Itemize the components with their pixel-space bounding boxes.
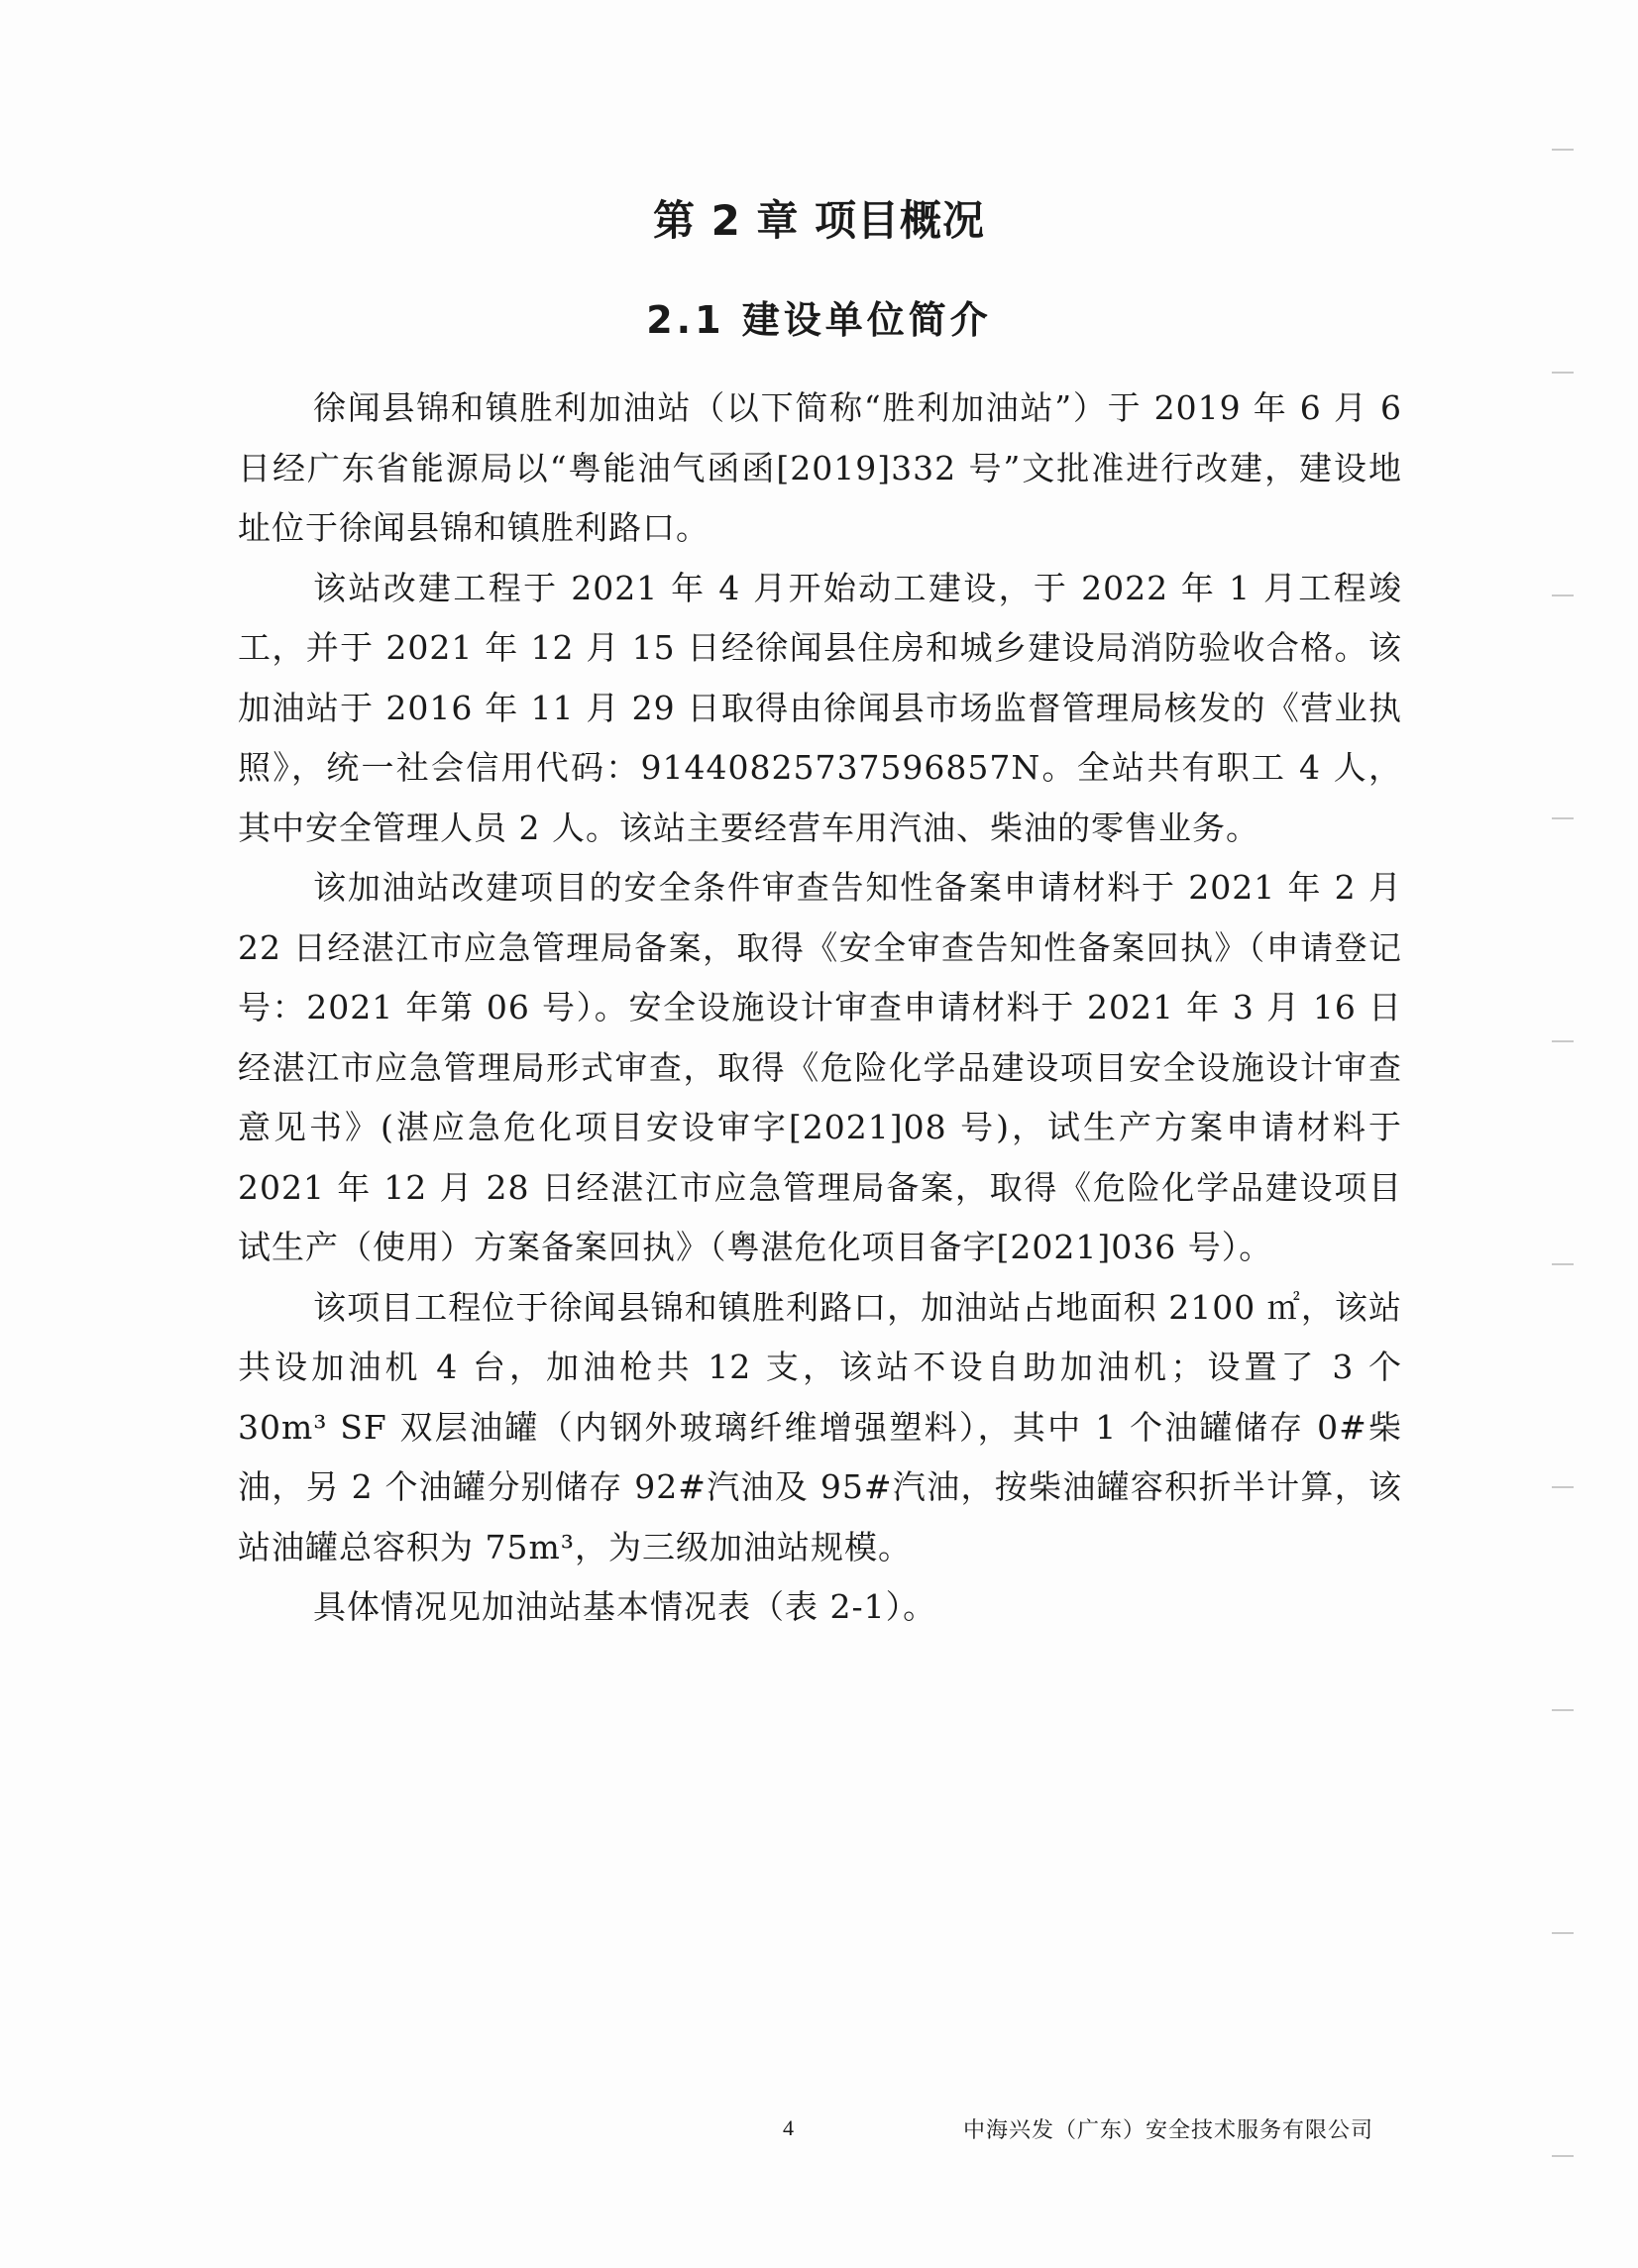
paragraph-5: 具体情况见加油站基本情况表（表 2-1）。 [313, 1587, 937, 1626]
scan-edge-mark [1552, 1486, 1574, 1488]
scan-edge-mark [1552, 1709, 1574, 1711]
scan-edge-mark [1552, 817, 1574, 819]
scan-edge-mark [1552, 1932, 1574, 1934]
footer-page-number: 4 [783, 2115, 794, 2140]
scan-edge-mark [1552, 149, 1574, 151]
scan-edge-mark [1552, 1040, 1574, 1042]
chapter-title: 第 2 章 项目概况 [652, 196, 986, 245]
scan-edge-mark [1552, 594, 1574, 596]
body-text [238, 378, 1402, 1638]
scan-edge-mark [1552, 2155, 1574, 2157]
section-title: 2.1 建设单位简介 [646, 298, 992, 342]
footer-company-name: 中海兴发（广东）安全技术服务有限公司 [963, 2118, 1374, 2143]
paragraph-1: 徐闻县锦和镇胜利加油站（以下简称“胜利加油站”）于 2019 年 6 月 6 日经广东省能源局以“粤能油气函函[2019]332 号”文批准进行改建，建设地址位于徐闻县锦和镇胜利路口。 [238, 388, 1402, 547]
scan-edge-mark [1552, 372, 1574, 374]
paragraph-3: 该加油站改建项目的安全条件审查告知性备案申请材料于 2021 年 2 月 22 日经湛江市应急管理局备案，取得《安全审查告知性备案回执》（申请登记号：2021 年第 06 号）。安全设施设计审查申请材料于 2021 年 3 月 16 日经湛江市应急管理局形式审查，取得《危险化学品建设项目安全设施设计审查意见书》(湛应急危化项目安设审字[2021]08 号)，试生产方案申请材料于 2021 年 12 月 28 日经湛江市应急管理局备案，取得《危险化学品建设项目试生产（使用）方案备案回执》（粤湛危化项目备字[2021]036 号）。 [238, 868, 1402, 1266]
paragraph-4: 该项目工程位于徐闻县锦和镇胜利路口，加油站占地面积 2100 ㎡，该站共设加油机 4 台，加油枪共 12 支，该站不设自助加油机；设置了 3 个 30m³ SF 双层油罐（内钢外玻璃纤维增强塑料），其中 1 个油罐储存 0#柴油，另 2 个油罐分别储存 92#汽油及 95#汽油，按柴油罐容积折半计算，该站油罐总容积为 75m³，为三级加油站规模。 [238, 1287, 1402, 1566]
scan-edge-mark [1552, 1263, 1574, 1265]
paragraph-2: 该站改建工程于 2021 年 4 月开始动工建设，于 2022 年 1 月工程竣工，并于 2021 年 12 月 15 日经徐闻县住房和城乡建设局消防验收合格。该加油站于 2016 年 11 月 29 日取得由徐闻县市场监督管理局核发的《营业执照》，统一社会信用代码：91440825737596857N。全站共有职工 4 人，其中安全管理人员 2 人。该站主要经营车用汽油、柴油的零售业务。 [238, 568, 1402, 847]
